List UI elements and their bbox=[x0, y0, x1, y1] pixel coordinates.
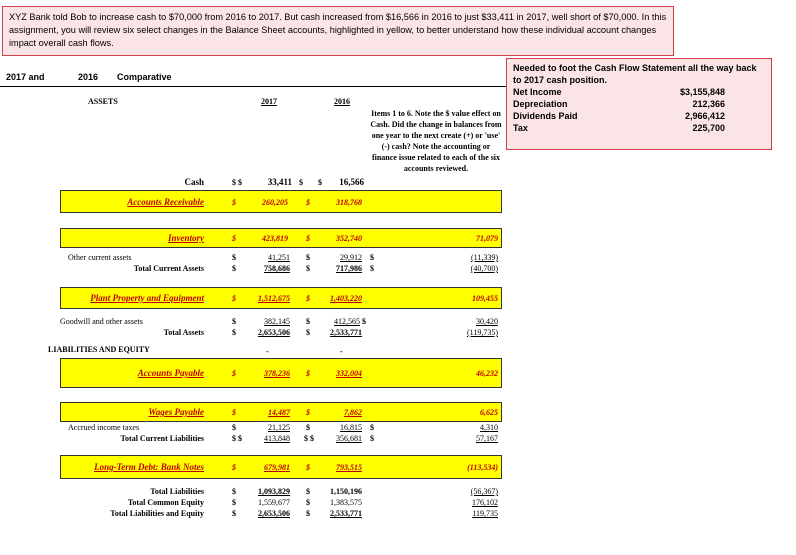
accrued-change: 4,310 bbox=[480, 423, 498, 432]
total-current-currency-2017: $ bbox=[232, 264, 236, 273]
tle-change: 119,735 bbox=[472, 509, 498, 518]
total-current-change: (40,700) bbox=[470, 264, 498, 273]
ap-2016: 332,004 bbox=[336, 369, 362, 378]
ap-change: 46,232 bbox=[476, 369, 498, 378]
tcl-2016: 356,681 bbox=[336, 434, 362, 443]
tcl-change: 57,167 bbox=[476, 434, 498, 443]
other-current-currency-2016: $ bbox=[306, 253, 310, 262]
ap-2017: 378,236 bbox=[264, 369, 290, 378]
tcl-currency-2016: $ $ bbox=[304, 434, 314, 443]
header-year-2016: 2016 bbox=[78, 72, 99, 82]
wages-currency-2017: $ bbox=[232, 408, 236, 417]
total-current-2017: 758,686 bbox=[264, 264, 290, 273]
tle-2016: 2,533,771 bbox=[330, 509, 362, 518]
other-current-currency-change: $ bbox=[370, 253, 374, 262]
other-current-assets-label: Other current assets bbox=[68, 253, 132, 262]
col-2017-heading: 2017 bbox=[261, 97, 277, 106]
tce-currency-2017: $ bbox=[232, 498, 236, 507]
total-common-equity-label: Total Common Equity bbox=[127, 498, 204, 507]
ar-currency-2017: $ bbox=[232, 198, 236, 207]
tl-2016: 1,150,196 bbox=[330, 487, 362, 496]
goodwill-change: 30,420 bbox=[476, 317, 498, 326]
inventory-2017: 423,819 bbox=[262, 234, 288, 243]
total-current-2016: 717,986 bbox=[336, 264, 362, 273]
cash-2017: 33,411 bbox=[267, 177, 292, 187]
cash-flow-needed-box bbox=[506, 58, 772, 150]
inventory-label: Inventory bbox=[168, 233, 204, 243]
total-assets-2017: 2,653,506 bbox=[258, 328, 290, 337]
ltd-2016: 793,515 bbox=[336, 463, 362, 472]
long-term-debt-label: Long-Term Debt: Bank Notes bbox=[94, 462, 204, 472]
cash-label: Cash bbox=[184, 177, 204, 187]
goodwill-2017: 382,145 bbox=[264, 317, 290, 326]
total-liabilities-equity-label: Total Liabilities and Equity bbox=[110, 509, 204, 518]
tle-2017: 2,653,506 bbox=[258, 509, 290, 518]
tce-2016: 1,383,575 bbox=[330, 498, 362, 507]
ppe-currency-2016: $ bbox=[306, 294, 310, 303]
goodwill-currency-2016: $ bbox=[306, 317, 310, 326]
total-assets-change: (119,735) bbox=[466, 328, 498, 337]
accrued-2016: 16,815 bbox=[340, 423, 362, 432]
tce-currency-2016: $ bbox=[306, 498, 310, 507]
intro-box bbox=[2, 6, 674, 56]
inventory-2016: 352,740 bbox=[336, 234, 362, 243]
wages-payable-label: Wages Payable bbox=[148, 407, 204, 417]
instructions-note: Items 1 to 6. Note the $ value effect on Cash. Did the change in balances from one year to the next create (+) or 'use' (-) cash? Note the accounting or finance issue related to each of the six accounts reviewed. bbox=[370, 109, 502, 173]
ltd-currency-2016: $ bbox=[306, 463, 310, 472]
needed-row-dividends: Dividends Paid 2,966,412 bbox=[513, 111, 725, 121]
inventory-currency-2016: $ bbox=[306, 234, 310, 243]
cash-currency-2016b: $ bbox=[318, 178, 322, 187]
tce-change: 176,102 bbox=[472, 498, 498, 507]
total-current-currency-2016: $ bbox=[306, 264, 310, 273]
cash-currency-2017: $ $ bbox=[232, 178, 242, 187]
ppe-change: 109,455 bbox=[472, 294, 498, 303]
total-assets-label: Total Assets bbox=[163, 328, 204, 337]
needed-title: Needed to foot the Cash Flow Statement all the way back to 2017 cash position. bbox=[513, 63, 757, 85]
accrued-taxes-label: Accrued income taxes bbox=[68, 423, 140, 432]
ap-currency-2017: $ bbox=[232, 369, 236, 378]
inventory-change: 71,079 bbox=[476, 234, 498, 243]
tcl-currency-2017: $ $ bbox=[232, 434, 242, 443]
goodwill-label: Goodwill and other assets bbox=[60, 317, 143, 326]
cash-currency-2016a: $ bbox=[299, 178, 303, 187]
ppe-currency-2017: $ bbox=[232, 294, 236, 303]
goodwill-currency-2017: $ bbox=[232, 317, 236, 326]
total-current-assets-label: Total Current Assets bbox=[133, 264, 204, 273]
accrued-currency-2016: $ bbox=[306, 423, 310, 432]
other-current-currency-2017: $ bbox=[232, 253, 236, 262]
needed-row-tax: Tax 225,700 bbox=[513, 123, 725, 133]
ppe-2017: 1,512,675 bbox=[258, 294, 290, 303]
total-assets-2016: 2,533,771 bbox=[330, 328, 362, 337]
wages-currency-2016: $ bbox=[306, 408, 310, 417]
accrued-2017: 21,125 bbox=[268, 423, 290, 432]
liabilities-equity-heading: LIABILITIES AND EQUITY bbox=[48, 345, 150, 354]
needed-row-net-income: Net Income $3,155,848 bbox=[513, 87, 725, 97]
total-liabilities-label: Total Liabilities bbox=[150, 487, 204, 496]
wages-change: 6,625 bbox=[480, 408, 498, 417]
wages-2017: 14,487 bbox=[268, 408, 290, 417]
ar-currency-2016: $ bbox=[306, 198, 310, 207]
inventory-currency-2017: $ bbox=[232, 234, 236, 243]
ppe-label: Plant Property and Equipment bbox=[90, 293, 204, 303]
ltd-change: (113,534) bbox=[467, 463, 498, 472]
assets-heading: ASSETS bbox=[88, 97, 118, 106]
dash-2017: - bbox=[266, 347, 269, 356]
tle-currency-2016: $ bbox=[306, 509, 310, 518]
tl-currency-2017: $ bbox=[232, 487, 236, 496]
other-current-2016: 29,912 bbox=[340, 253, 362, 262]
tl-2017: 1,093,829 bbox=[258, 487, 290, 496]
cash-2016: 16,566 bbox=[339, 177, 364, 187]
ar-2016: 318,768 bbox=[336, 198, 362, 207]
tl-change: (56,367) bbox=[470, 487, 498, 496]
total-current-currency-change: $ bbox=[370, 264, 374, 273]
ltd-currency-2017: $ bbox=[232, 463, 236, 472]
header-year-2017: 2017 and bbox=[6, 72, 45, 82]
ltd-2017: 679,981 bbox=[264, 463, 290, 472]
other-current-2017: 41,251 bbox=[268, 253, 290, 262]
wages-2016: 7,862 bbox=[344, 408, 362, 417]
col-2016-heading: 2016 bbox=[334, 97, 350, 106]
needed-row-depreciation: Depreciation 212,366 bbox=[513, 99, 725, 109]
total-current-liabilities-label: Total Current Liabilities bbox=[120, 434, 204, 443]
dash-2016: - bbox=[340, 347, 343, 356]
goodwill-2016: 412,565 bbox=[334, 317, 360, 326]
total-assets-currency-2017: $ bbox=[232, 328, 236, 337]
header-comparative: Comparative bbox=[117, 72, 172, 82]
header-divider bbox=[0, 86, 506, 87]
accounts-payable-label: Accounts Payable bbox=[137, 368, 204, 378]
ppe-2016: 1,403,220 bbox=[330, 294, 362, 303]
goodwill-currency-change: $ bbox=[362, 317, 366, 326]
tcl-2017: 413,848 bbox=[264, 434, 290, 443]
tl-currency-2016: $ bbox=[306, 487, 310, 496]
tcl-currency-change: $ bbox=[370, 434, 374, 443]
accrued-currency-change: $ bbox=[370, 423, 374, 432]
tce-2017: 1,559,677 bbox=[258, 498, 290, 507]
intro-text: XYZ Bank told Bob to increase cash to $70,000 from 2016 to 2017. But cash increased from $16,566 in 2016 to just $33,411 in 2017, well short of $70,000. In this assignment, you will review six select changes in the Balance Sheet accounts, highlighted in yellow, to better understand how these individual account changes impact overall cash flows. bbox=[9, 12, 667, 48]
other-current-change: (11,339) bbox=[470, 253, 498, 262]
ap-currency-2016: $ bbox=[306, 369, 310, 378]
accounts-receivable-label: Accounts Receivable bbox=[127, 197, 204, 207]
total-assets-currency-2016: $ bbox=[306, 328, 310, 337]
accrued-currency-2017: $ bbox=[232, 423, 236, 432]
tle-currency-2017: $ bbox=[232, 509, 236, 518]
ar-2017: 260,205 bbox=[262, 198, 288, 207]
